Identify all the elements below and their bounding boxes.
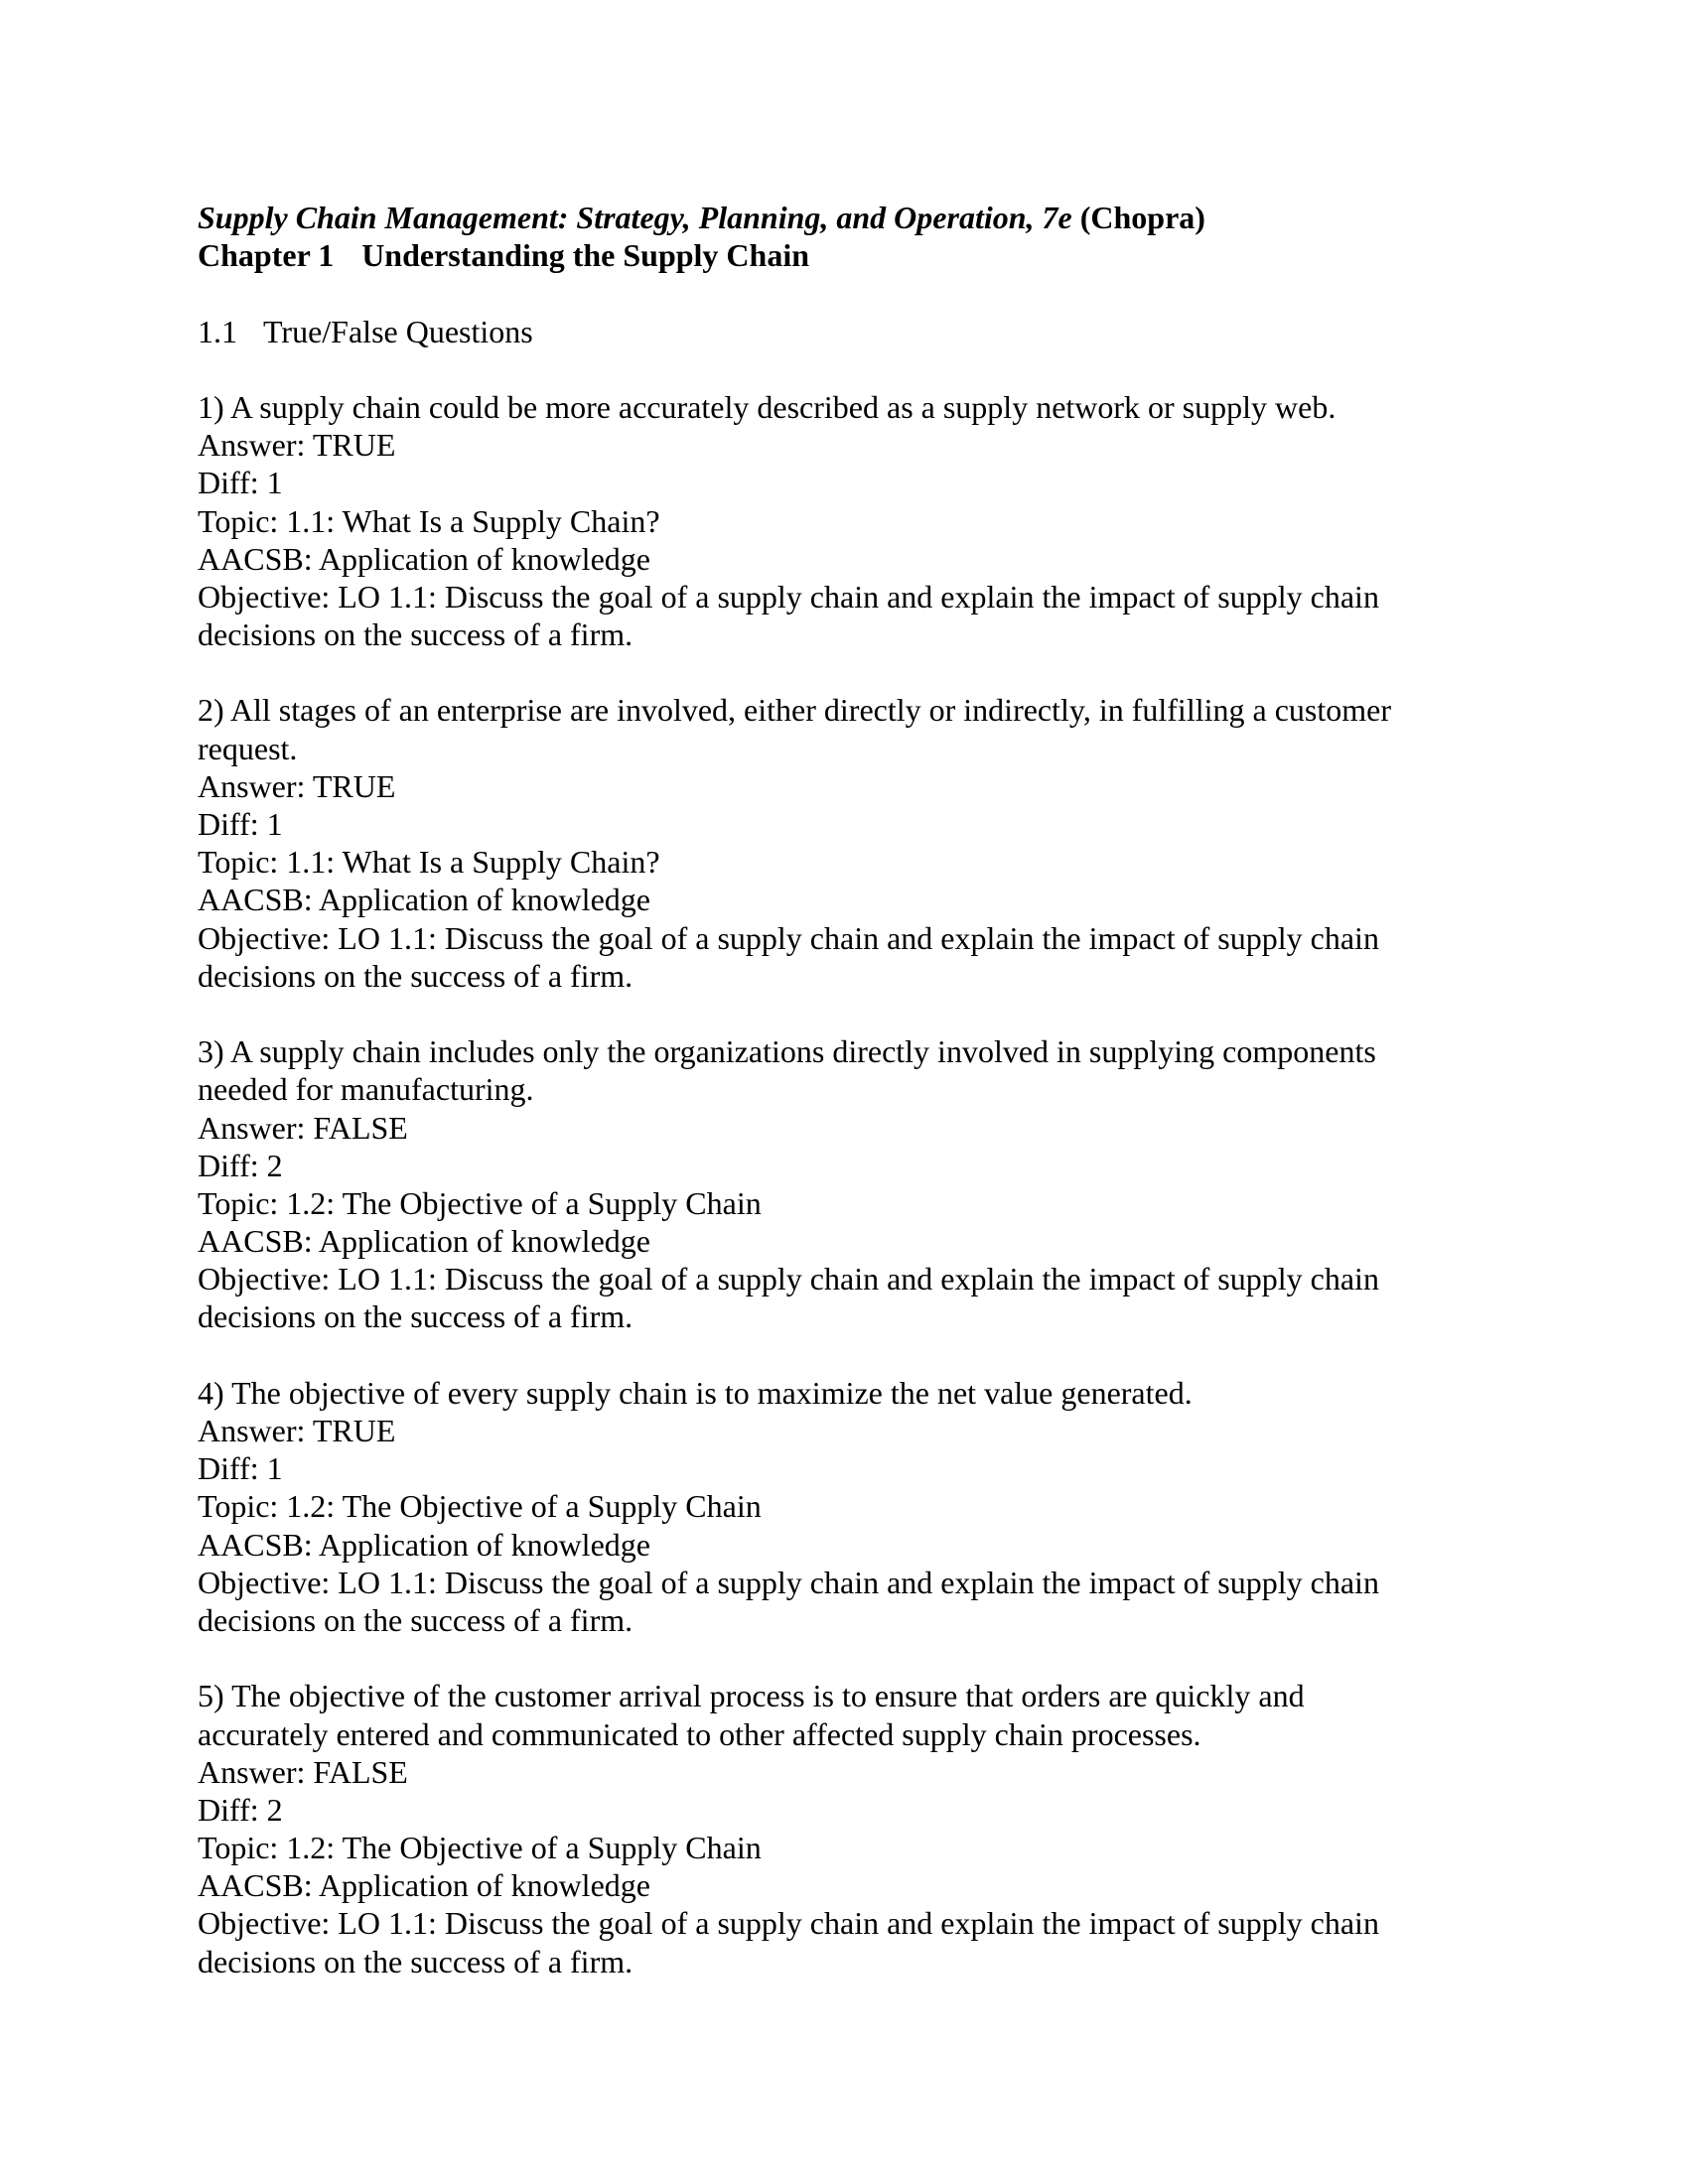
chapter-label: Chapter 1 <box>198 237 335 274</box>
question-item <box>198 1374 1488 1639</box>
topic: Topic: 1.2: The Objective of a Supply Chain <box>198 1830 762 1866</box>
difficulty: Diff: 1 <box>198 806 283 842</box>
objective: decisions on the success of a firm. <box>198 616 633 653</box>
objective: Objective: LO 1.1: Discuss the goal of a supply chain and explain the impact of supply chain <box>198 1261 1379 1297</box>
question-text: 5) The objective of the customer arrival process is to ensure that orders are quickly and <box>198 1678 1305 1714</box>
book-author: (Chopra) <box>1079 200 1205 235</box>
section-heading <box>198 313 1488 350</box>
answer: Answer: TRUE <box>198 1413 396 1448</box>
section-number: 1.1 <box>198 313 237 349</box>
difficulty: Diff: 2 <box>198 1791 283 1828</box>
section-title: True/False Questions <box>263 313 533 349</box>
objective: Objective: LO 1.1: Discuss the goal of a supply chain and explain the impact of supply chain <box>198 1564 1379 1600</box>
aacsb: AACSB: Application of knowledge <box>198 1867 650 1904</box>
objective: decisions on the success of a firm. <box>198 957 633 994</box>
answer: Answer: TRUE <box>198 767 396 804</box>
question-text: 3) A supply chain includes only the organizations directly involved in supplying components <box>198 1033 1376 1070</box>
aacsb: AACSB: Application of knowledge <box>198 1223 650 1260</box>
question-item <box>198 691 1488 995</box>
answer: Answer: FALSE <box>198 1753 408 1790</box>
book-title-line <box>198 199 1488 236</box>
objective: Objective: LO 1.1: Discuss the goal of a supply chain and explain the impact of supply chain <box>198 578 1379 614</box>
objective: decisions on the success of a firm. <box>198 1601 633 1638</box>
question-list <box>198 388 1488 1980</box>
topic: Topic: 1.1: What Is a Supply Chain? <box>198 502 660 539</box>
question-text: 2) All stages of an enterprise are involved, either directly or indirectly, in fulfilling a customer <box>198 692 1391 729</box>
chapter-title: Understanding the Supply Chain <box>361 237 810 274</box>
objective: decisions on the success of a firm. <box>198 1943 633 1979</box>
question-text: 4) The objective of every supply chain is to maximize the net value generated. <box>198 1374 1193 1411</box>
objective: Objective: LO 1.1: Discuss the goal of a supply chain and explain the impact of supply chain <box>198 919 1379 956</box>
aacsb: AACSB: Application of knowledge <box>198 1526 650 1563</box>
question-text: needed for manufacturing. <box>198 1071 534 1108</box>
question-item <box>198 388 1488 653</box>
aacsb: AACSB: Application of knowledge <box>198 540 650 577</box>
document-page <box>198 199 1488 1980</box>
question-text: 1) A supply chain could be more accurately described as a supply network or supply web. <box>198 388 1336 425</box>
book-title: Supply Chain Management: Strategy, Planning, and Operation, 7e <box>198 200 1072 235</box>
question-text: request. <box>198 730 298 766</box>
answer: Answer: TRUE <box>198 427 396 464</box>
topic: Topic: 1.2: The Objective of a Supply Chain <box>198 1184 762 1221</box>
answer: Answer: FALSE <box>198 1109 408 1146</box>
question-item <box>198 1677 1488 1980</box>
difficulty: Diff: 1 <box>198 465 283 501</box>
objective: decisions on the success of a firm. <box>198 1298 633 1335</box>
aacsb: AACSB: Application of knowledge <box>198 882 650 918</box>
question-text: accurately entered and communicated to other affected supply chain processes. <box>198 1715 1201 1752</box>
question-item <box>198 1032 1488 1336</box>
topic: Topic: 1.2: The Objective of a Supply Chain <box>198 1488 762 1525</box>
objective: Objective: LO 1.1: Discuss the goal of a supply chain and explain the impact of supply chain <box>198 1905 1379 1942</box>
chapter-heading <box>198 236 1488 274</box>
topic: Topic: 1.1: What Is a Supply Chain? <box>198 844 660 881</box>
difficulty: Diff: 2 <box>198 1147 283 1183</box>
difficulty: Diff: 1 <box>198 1450 283 1487</box>
